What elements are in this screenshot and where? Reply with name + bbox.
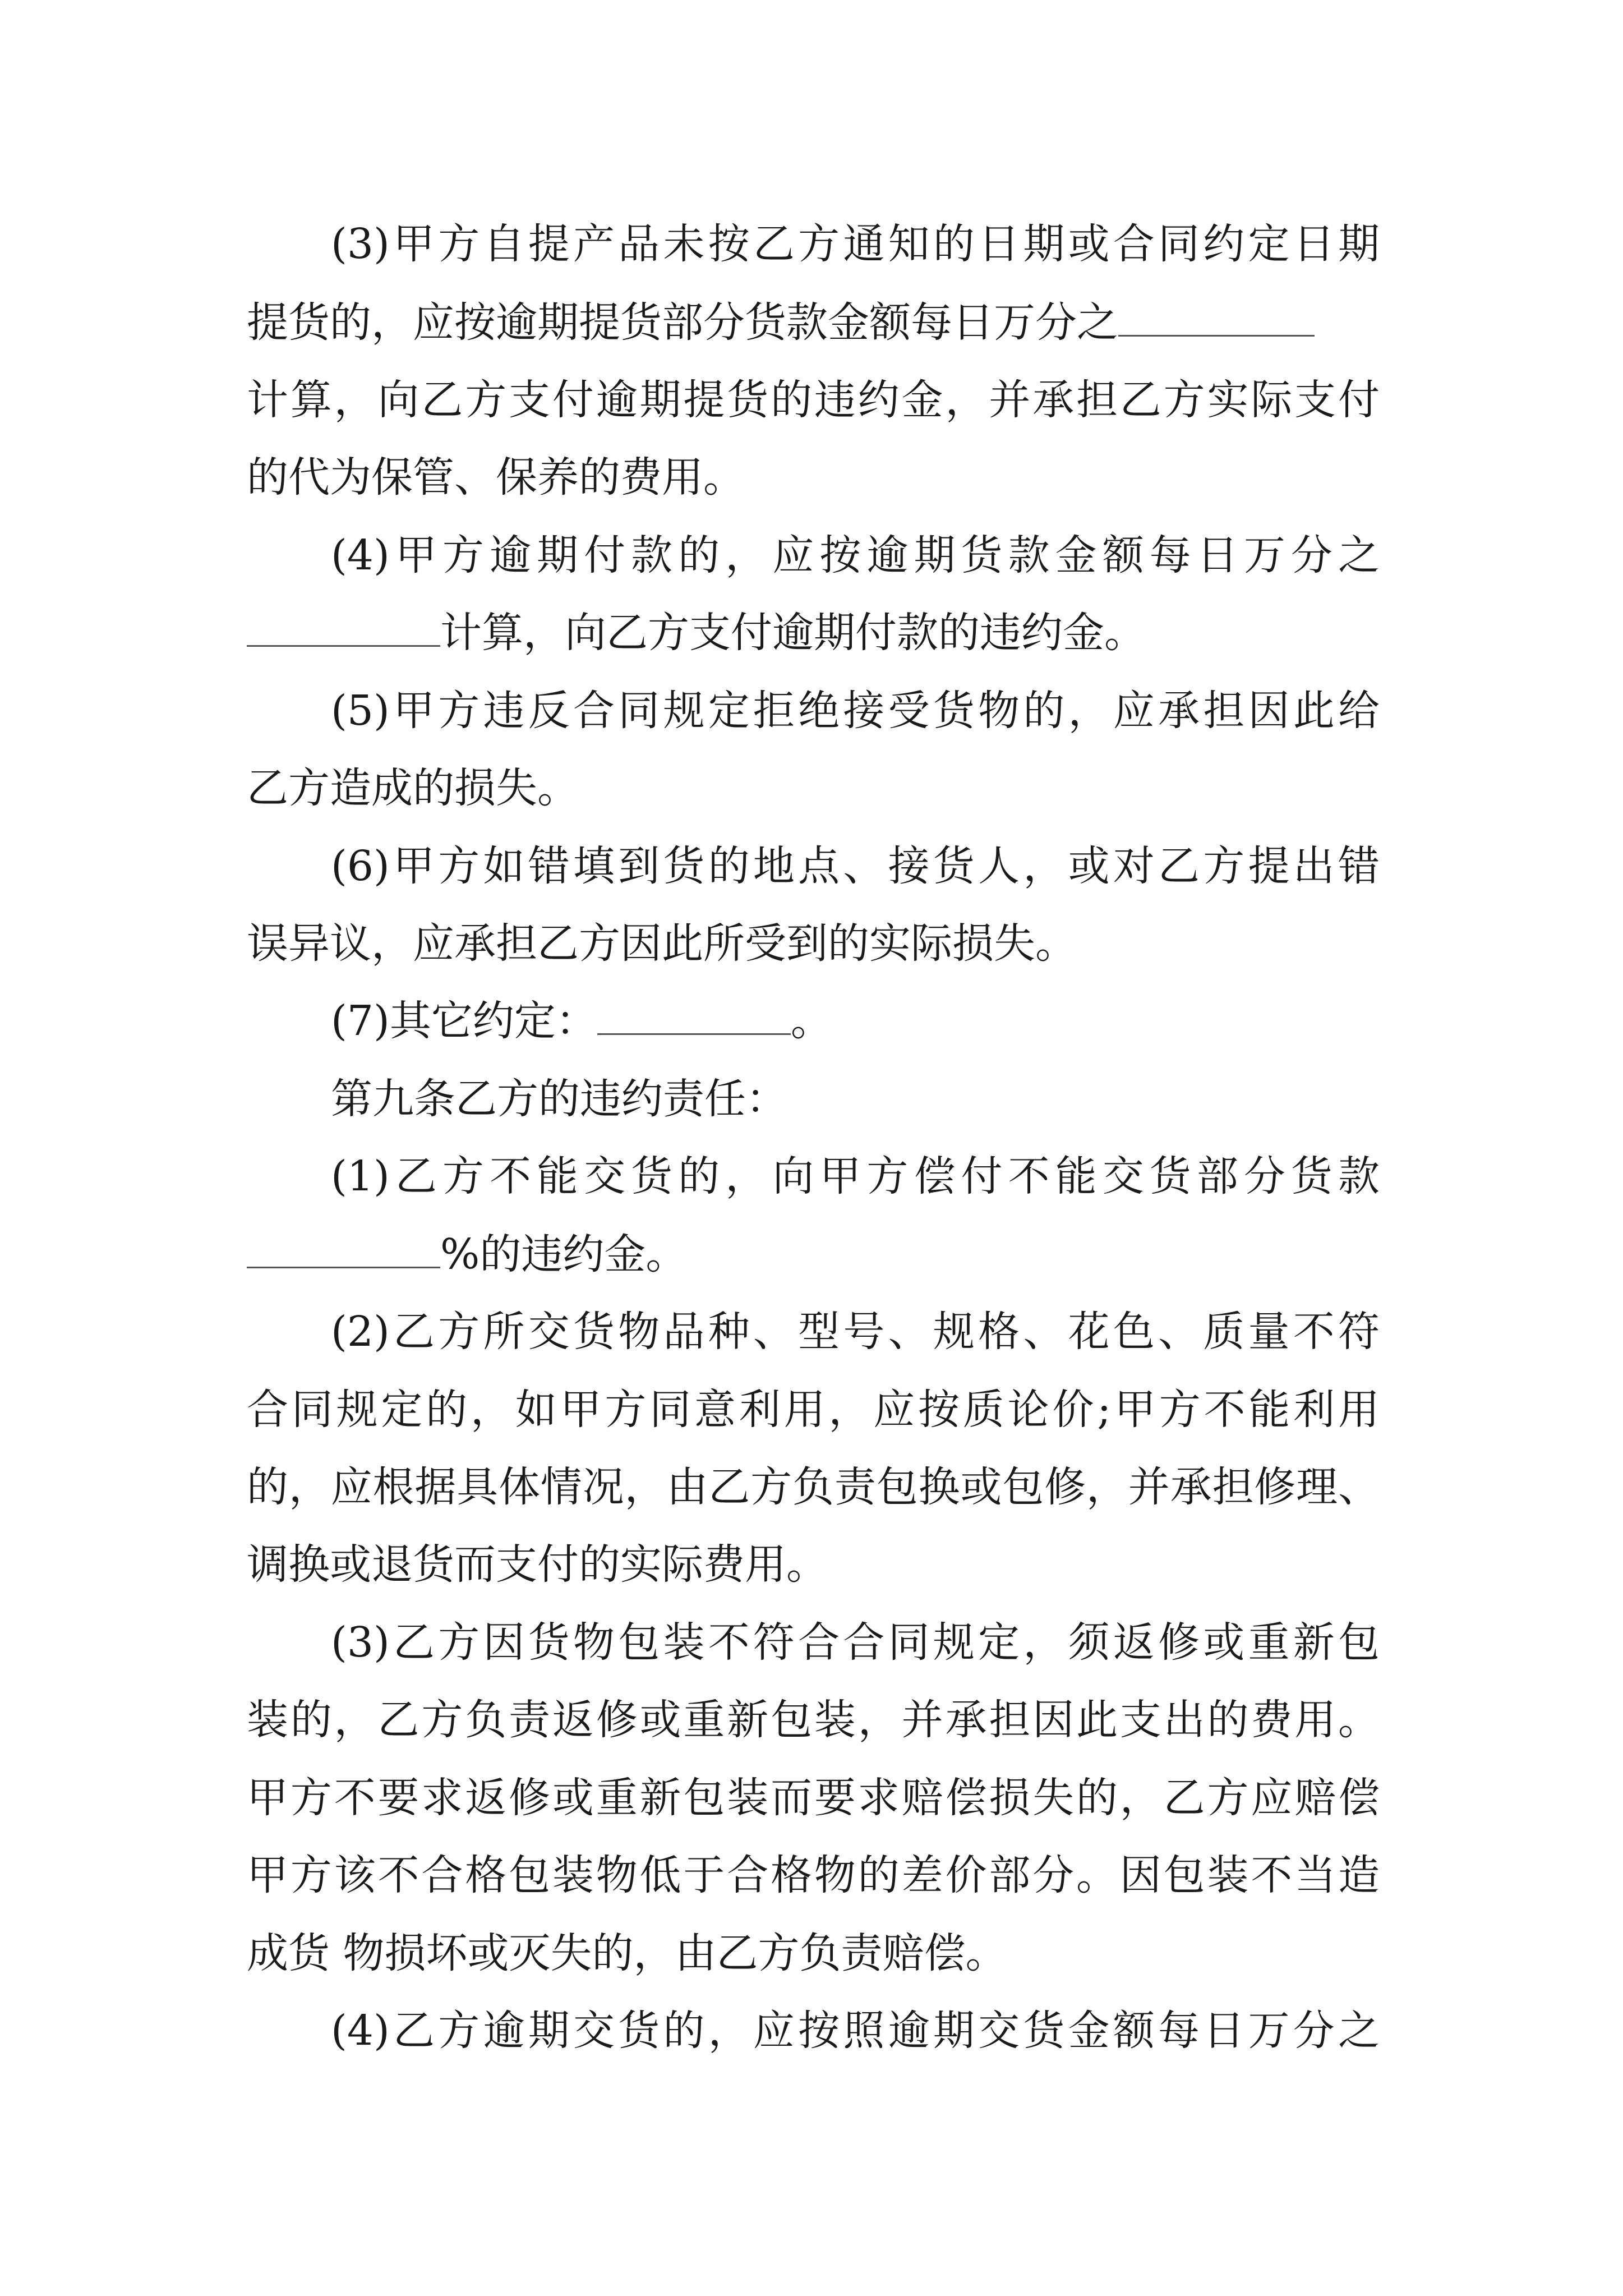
- paragraph-line: (3)甲方自提产品未按乙方通知的日期或合同约定日期: [331, 220, 1380, 268]
- line-text: 计算，向乙方支付逾期付款的违约金。: [440, 609, 1146, 657]
- paragraph-line: 成货 物损坏或灭失的，由乙方负责赔偿。: [247, 1929, 1007, 1977]
- paragraph-line: 误异议，应承担乙方因此所受到的实际损失。: [247, 919, 1077, 968]
- line-text: 提货的，应按逾期提货部分货款金额每日万分之: [247, 298, 1118, 347]
- paragraph-line: 的，应根据具体情况，由乙方负责包换或包修，并承担修理、: [247, 1463, 1380, 1511]
- paragraph-line: (5)甲方违反合同规定拒绝接受货物的，应承担因此给: [331, 687, 1380, 735]
- paragraph-line: (4)甲方逾期付款的，应按逾期货款金额每日万分之: [331, 531, 1380, 579]
- paragraph-line: 调换或退货而支付的实际费用。: [247, 1540, 828, 1589]
- line-suffix: 。: [790, 997, 832, 1045]
- paragraph-line: 装的，乙方负责返修或重新包装，并承担因此支出的费用。: [247, 1696, 1380, 1744]
- paragraph-line: (6)甲方如错填到货的地点、接货人，或对乙方提出错: [331, 842, 1380, 890]
- paragraph-line: [247, 283, 1380, 362]
- line-text: %的违约金。: [440, 1230, 688, 1278]
- paragraph-line: 合同规定的，如甲方同意利用，应按质论价;甲方不能利用: [247, 1386, 1380, 1434]
- paragraph-line: (1)乙方不能交货的，向甲方偿付不能交货部分货款: [331, 1152, 1380, 1200]
- fill-in-blank: [1118, 296, 1315, 337]
- fill-in-blank: [597, 994, 791, 1035]
- fill-in-blank: [247, 1227, 440, 1268]
- line-text: (7)其它约定：: [331, 997, 597, 1045]
- paragraph-line: [247, 1215, 1380, 1294]
- paragraph-line: 甲方不要求返修或重新包装而要求赔偿损失的，乙方应赔偿: [247, 1774, 1380, 1822]
- paragraph-line: (3)乙方因货物包装不符合合同规定，须返修或重新包: [331, 1618, 1380, 1667]
- paragraph-line: (4)乙方逾期交货的，应按照逾期交货金额每日万分之: [331, 2007, 1380, 2055]
- paragraph-line: 甲方该不合格包装物低于合格物的差价部分。因包装不当造: [247, 1851, 1380, 1899]
- paragraph-line: (2)乙方所交货物品种、型号、规格、花色、质量不符: [331, 1308, 1380, 1356]
- fill-in-blank: [247, 606, 440, 647]
- paragraph-line: 的代为保管、保养的费用。: [247, 453, 745, 501]
- section-heading: 第九条乙方的违约责任：: [331, 1075, 787, 1123]
- paragraph-line: [247, 593, 1380, 672]
- paragraph-line: [331, 982, 1380, 1060]
- paragraph-line: 乙方造成的损失。: [247, 764, 579, 812]
- paragraph-line: 计算，向乙方支付逾期提货的违约金，并承担乙方实际支付: [247, 376, 1380, 424]
